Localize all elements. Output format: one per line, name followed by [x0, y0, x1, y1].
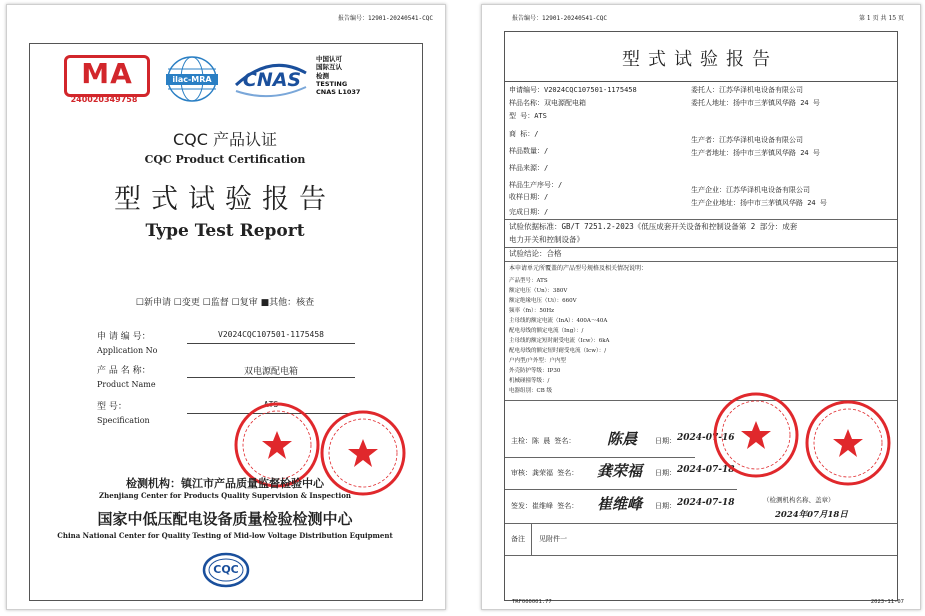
cnas-line: 国际互认	[316, 63, 342, 72]
cqc-logo	[202, 552, 250, 588]
remarks-label: 备注	[511, 535, 525, 543]
cnas-line: CNAS L1037	[316, 88, 361, 97]
producer-address: 生产者地址：扬中市三茅镇风华路 24 号	[691, 149, 820, 157]
param-line: 外壳防护等级：IP30	[509, 368, 561, 374]
cert-title-en: CQC Product Certification	[144, 153, 306, 166]
approver: 签发：崔维峰 签名：	[511, 502, 579, 510]
underline	[187, 377, 355, 378]
report-table	[504, 81, 898, 601]
cnas-accreditation-text	[316, 55, 406, 96]
national-center-seal-icon	[804, 399, 892, 487]
application-no-value: V2024CQC107501-1175458	[218, 330, 324, 339]
divider	[505, 489, 737, 490]
param-line: 户内型/户外型：户内型	[509, 358, 566, 364]
specification-label-en: Specification	[97, 416, 150, 425]
date-label: 日期：	[655, 502, 676, 510]
date-label: 日期：	[655, 469, 676, 477]
main-inspector-date: 2024-07-16	[677, 433, 735, 443]
ilac-mra-logo	[162, 55, 222, 107]
reviewer: 审核：龚荣福 签名：	[511, 469, 579, 477]
application-no-label-en: Application No	[97, 346, 158, 355]
param-line: 配电母线的额定短时耐受电流（Icw）：/	[509, 348, 607, 354]
inspection-seal-icon	[712, 391, 800, 479]
product-name-label-en: Product Name	[97, 380, 156, 389]
manufacturer-address: 生产企业地址：扬中市三茅镇风华路 24 号	[691, 199, 827, 207]
manufacturer: 生产企业：江苏华泽机电设备有限公司	[691, 186, 810, 194]
param-line: 主母线的额定电流（InA）：400A～40A	[509, 318, 608, 324]
scope-title: 本申请单元所覆盖的产品型号规格及相关情况说明：	[509, 265, 648, 272]
reviewer-signature: 龚荣福	[597, 462, 643, 480]
report-title-cn: 型式试验报告	[114, 184, 336, 215]
sample-name: 样品名称：双电源配电箱	[509, 99, 586, 107]
cert-title-cn: CQC 产品认证	[172, 130, 278, 149]
ma-number: 240020349758	[70, 95, 138, 104]
application-no-label: 申 请 编 号：	[97, 332, 151, 342]
report-form-page	[481, 4, 921, 610]
param-line: 产品型号：ATS	[509, 278, 548, 284]
divider	[505, 247, 897, 248]
divider	[505, 457, 695, 458]
client-address: 委托人地址：扬中市三茅镇风华路 24 号	[691, 99, 820, 107]
divider	[505, 555, 897, 556]
param-line: 配电母线的额定电流（Ing）：/	[509, 328, 584, 334]
divider	[505, 261, 897, 262]
remarks-value: 见附件一	[539, 535, 567, 543]
specification-value: ATS	[263, 400, 279, 409]
complete-date: 完成日期：/	[509, 208, 549, 216]
cnas-line: TESTING	[316, 79, 348, 88]
form-title: 型式试验报告	[622, 49, 778, 70]
trademark: 商 标：/	[509, 130, 539, 138]
cnas-line: 检测	[316, 71, 329, 80]
application-no: 申请编号：V2024CQC107501-1175458	[509, 86, 637, 94]
product-name-value: 双电源配电箱	[243, 367, 298, 377]
param-line: 额定绝缘电压（Ui）：660V	[509, 298, 577, 304]
ma-letters: MA	[64, 55, 150, 97]
divider	[505, 523, 897, 524]
date-label: 日期：	[655, 437, 676, 445]
ma-logo	[59, 55, 149, 107]
main-inspector: 主检：陈 晨 签名：	[511, 437, 576, 445]
underline	[187, 343, 355, 344]
seal-caption: （检测机构名称、盖章）	[763, 496, 835, 504]
national-center-en: China National Center for Quality Testing of Mid-low Voltage Distribution Equipment	[57, 531, 393, 540]
page-indicator: 第 1 页 共 15 页	[859, 15, 904, 22]
cnas-text: CNAS	[242, 69, 302, 91]
sample-model: 型 号：ATS	[509, 112, 547, 120]
divider	[531, 523, 532, 555]
cover-page	[6, 4, 446, 610]
param-line: 额定电压（Un）：380V	[509, 288, 568, 294]
sample-serial: 样品生产序号：/	[509, 181, 563, 189]
sample-qty: 样品数量：/	[509, 147, 549, 155]
report-number: 报告编号：12901-20240541-CQC	[512, 15, 608, 22]
cnas-logo	[232, 59, 310, 99]
approver-signature: 崔维峰	[597, 495, 643, 513]
national-center-cn: 国家中低压配电设备质量检验检测中心	[97, 510, 353, 528]
cnas-line: 中国认可	[316, 55, 342, 63]
inspection-org-en: Zhenjiang Center for Products Quality Supervision & Inspection	[99, 491, 351, 500]
ilac-text: ilac-MRA	[172, 75, 212, 84]
client: 委托人：江苏华泽机电设备有限公司	[691, 86, 803, 94]
specification-label: 型 号：	[97, 402, 127, 412]
producer: 生产者：江苏华泽机电设备有限公司	[691, 136, 803, 144]
test-conclusion: 试验结论：合格	[509, 249, 562, 258]
seal-date: 2024年07月18日	[775, 510, 848, 520]
param-line: 频率（fn）：50Hz	[509, 308, 555, 314]
test-basis-line2: 电力开关和控制设备》	[509, 235, 584, 244]
cqc-logo-text: CQC	[213, 563, 239, 576]
report-title-en: Type Test Report	[145, 221, 305, 241]
test-basis-line1: 试验依据标准：GB/T 7251.2-2023《低压成套开关设备和控制设备第 2 部分：成套	[509, 222, 798, 231]
param-line: 主母线的额定短时耐受电流（Icw）：6kA	[509, 338, 610, 344]
footer-form-code: TRF000001.77	[512, 599, 552, 605]
application-type-checkboxes: ☐新申请 ☐变更 ☐监督 ☐复审 ■其他：核查	[135, 298, 315, 308]
approver-date: 2024-07-18	[677, 498, 735, 508]
report-number: 报告编号：12901-20240541-CQC	[337, 15, 433, 22]
inspection-org: 检测机构：镇江市产品质量监督检验中心	[126, 477, 324, 490]
param-line: 机械碰撞等级：/	[509, 378, 550, 384]
main-inspector-signature: 陈晨	[607, 430, 638, 448]
param-line: 电器组别：CB 级	[509, 388, 552, 394]
receive-date: 收样日期：/	[509, 193, 549, 201]
sample-source: 样品来源：/	[509, 164, 549, 172]
reviewer-date: 2024-07-18	[677, 465, 735, 475]
product-name-label: 产 品 名 称：	[97, 366, 151, 376]
footer-date: 2023-11-07	[870, 599, 904, 605]
